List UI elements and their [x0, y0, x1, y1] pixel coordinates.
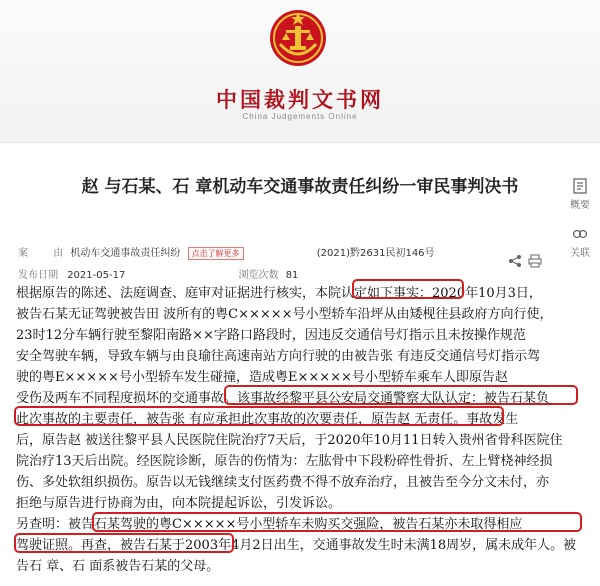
case-label: 案 — [18, 248, 28, 259]
highlight-box — [14, 533, 234, 553]
body-line: 伤、多处软组织损伤。原告以无钱继续支付医药费不得不放弃治疗，且被告至今分文未付，亦 — [16, 475, 550, 490]
summary-tool[interactable] — [566, 178, 594, 211]
print-icon[interactable] — [528, 254, 542, 268]
share-icon[interactable] — [508, 254, 522, 268]
case-sep: 由 — [53, 248, 64, 259]
expand-tag[interactable]: 点击了解更多 — [188, 247, 244, 260]
summary-label: 概要 — [570, 200, 590, 211]
body-line: 驶的粤E×××××号小型轿车发生碰撞，造成粤E×××××号小型轿车乘车人即原告赵 — [16, 370, 508, 385]
body-line: 拒绝与原告进行协商为由，向本院提起诉讼，引发诉讼。 — [16, 496, 342, 511]
body-line: 后，原告赵 被送往黎平县人民医院住院治疗7天后，于2020年10月11日转入贵州省骨科医院住 — [16, 433, 563, 448]
body-line: 受伤及两车不同程度损坏的交通事故。该事故经黎平县公安局交通警察大队认定：被告石某负 — [16, 391, 550, 406]
body-line: 此次事故的主要责任，被告张 有应承担此次事故的次要责任，原告赵 无责任。事故发生 — [16, 412, 519, 427]
body-line: 安全驾驶车辆，导致车辆与由良瑜往高速南站方向行驶的由被告张 有违反交通信号灯指示驾 — [16, 349, 541, 364]
highlight-box — [14, 406, 504, 426]
highlight-box — [224, 385, 578, 405]
body-line: 23时12分车辆行驶至黎阳南路××字路口路段时，因违反交通信号灯指示且未按操作规范 — [16, 328, 526, 343]
case-number: (2021)黔2631民初146号 — [316, 248, 435, 259]
body-line: 根据原告的陈述、法庭调查、庭审对证据进行核实，本院认定如下事实：2020年10月3日， — [16, 286, 542, 301]
site-header — [0, 0, 600, 143]
related-tool[interactable] — [566, 226, 594, 259]
body-line: 告石 章、石 面系被告石某的父母。 — [16, 559, 220, 574]
publish-date: 2021-05-17 — [67, 270, 126, 281]
court-emblem-icon — [266, 4, 330, 68]
views-count: 81 — [285, 270, 299, 281]
highlight-box — [92, 512, 582, 532]
site-title: 中国裁判文书网 — [216, 87, 384, 112]
highlight-box — [352, 279, 464, 299]
body-line: 被告石某无证驾驶被告田 波所有的粤C×××××号小型轿车沿坪从由矮枧往县政府方向行使， — [16, 307, 553, 322]
body-line: 驾驶证照。再查，被告石某于2003年4月2日出生，交通事故发生时未满18周岁，属未成年人。被 — [16, 538, 577, 553]
publish-label: 发布日期 — [18, 270, 58, 281]
views-label: 浏览次数 — [238, 270, 279, 281]
site-subtitle: China Judgements Online — [242, 112, 358, 121]
link-icon — [572, 226, 588, 242]
related-label: 关联 — [570, 248, 590, 259]
summary-icon — [572, 178, 588, 194]
case-cause-row — [18, 244, 435, 260]
body-line: 另查明：被告石某驾驶的粤C×××××号小型轿车未购买交强险，被告石某亦未取得相应 — [16, 517, 523, 532]
body-line: 院治疗13天后出院。经医院诊断，原告的伤情为：左肱骨中下段粉碎性骨折、左上臂桡神经损 — [16, 454, 553, 469]
document-title: 赵 与石某、石 章机动车交通事故责任纠纷一审民事判决书 — [81, 177, 519, 197]
case-cause: 机动车交通事故责任纠纷 — [70, 248, 181, 259]
publish-row — [18, 266, 298, 281]
